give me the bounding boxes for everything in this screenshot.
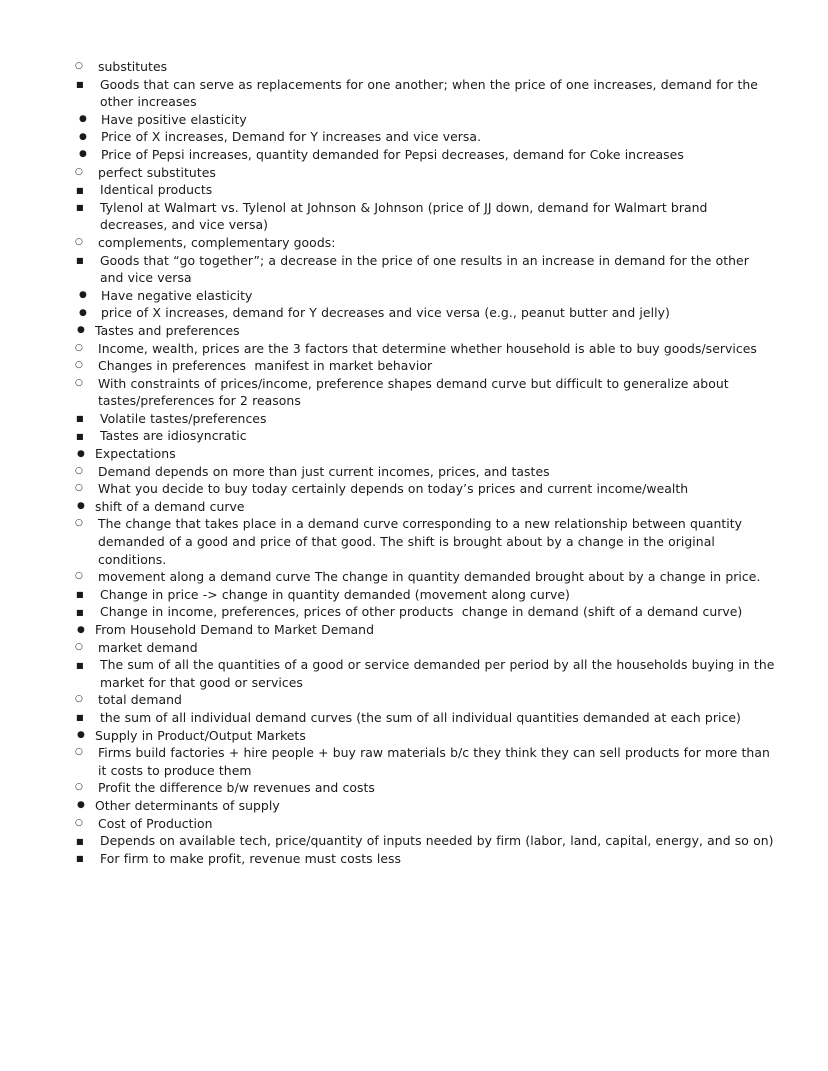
outline-item-row (53, 691, 775, 709)
outline-item-row (53, 304, 775, 322)
outline-item-level-2 (53, 357, 775, 375)
outline-item-level-2 (53, 691, 775, 726)
outline-item-text: What you decide to buy today certainly depends on today’s prices and current income/wealth (98, 481, 689, 497)
outline-item-row (53, 58, 775, 76)
outline-item-row (53, 128, 775, 146)
outline-item-level-2 (53, 58, 775, 164)
outline-item-level-2 (53, 234, 775, 322)
outline-item-level-4 (53, 287, 775, 305)
outline-item-row (53, 727, 775, 745)
outline-sublist (53, 832, 775, 867)
outline-item-row (53, 463, 775, 481)
outline-sublist (53, 639, 779, 727)
outline-item-level-4 (53, 304, 775, 322)
outline-item-text: Goods that “go together”; a decrease in the price of one results in an increase in demand for the other and vice versa (100, 252, 754, 286)
outline-item-text: shift of a demand curve (95, 498, 245, 514)
bullet-square-icon (76, 604, 94, 622)
outline-item-text: Tastes are idiosyncratic (100, 428, 247, 444)
outline-item-row (53, 480, 775, 498)
outline-sublist (53, 287, 775, 322)
outline-item-text: Have positive elasticity (101, 111, 247, 127)
outline-item-row (53, 445, 775, 463)
outline-item-text: substitutes (98, 59, 168, 74)
outline-item-level-3 (53, 656, 779, 691)
outline-item-level-2 (53, 568, 775, 621)
bullet-circle-icon (75, 515, 93, 533)
bullet-circle-icon (75, 357, 93, 375)
bullet-circle-icon (75, 691, 93, 709)
outline-item-level-2 (53, 480, 775, 498)
bullet-square-icon (76, 199, 94, 217)
outline-item-text: Profit the difference b/w revenues and costs (98, 780, 375, 796)
outline-item-text: Change in income, preferences, prices of other products change in demand (shift of a demand curve) (100, 604, 743, 620)
outline-item-text: Tylenol at Walmart vs. Tylenol at Johnson & Johnson (price of JJ down, demand for Walmart brand decreases, and vice versa) (100, 199, 712, 233)
outline-sublist (53, 252, 775, 322)
outline-item-level-3 (53, 850, 775, 868)
outline-item-level-2 (53, 164, 775, 234)
outline-sublist (53, 656, 779, 691)
outline-item-text: Cost of Production (98, 815, 213, 831)
outline-item-row (53, 357, 775, 375)
outline-item-row (53, 111, 775, 129)
outline-item-level-3 (53, 832, 775, 850)
outline-item-text: For firm to make profit, revenue must costs less (100, 850, 402, 866)
bullet-circle-icon (75, 744, 93, 762)
outline-item-text: The change that takes place in a demand curve corresponding to a new relationship between quantity demanded of a good and price of that good. The shift is brought about by a change in the original conditions. (98, 516, 747, 567)
bullet-square-icon (76, 252, 94, 270)
outline-sublist (53, 515, 775, 621)
outline-item-text: Tastes and preferences (95, 322, 240, 338)
bullet-square-icon (76, 76, 94, 94)
bullet-square-icon (76, 182, 94, 200)
outline-item-text: movement along a demand curve The change in quantity demanded brought about by a change in price. (98, 569, 761, 585)
outline-sublist (53, 410, 775, 445)
outline-item-text: the sum of all individual demand curves (the sum of all individual quantities demanded at each price) (100, 709, 741, 725)
outline-item-level-3 (53, 76, 775, 164)
bullet-circle-icon (75, 480, 93, 498)
outline-item-row (53, 832, 775, 850)
outline-item-level-2 (53, 515, 775, 568)
outline-item-row (53, 621, 775, 639)
outline-item-text: The sum of all the quantities of a good or service demanded per period by all the households buying in the market for that good or services (100, 657, 779, 690)
outline-item-text: Firms build factories + hire people + buy raw materials b/c they think they can sell products for more than it costs to produce them (98, 745, 775, 778)
bullet-circle-icon (75, 779, 93, 797)
outline-sublist (53, 744, 775, 797)
outline-item-text: Price of Pepsi increases, quantity demanded for Pepsi decreases, demand for Coke increases (101, 146, 684, 162)
bullet-circle-icon (75, 815, 93, 833)
outline-item-text: Price of X increases, Demand for Y increases and vice versa. (101, 129, 482, 145)
outline-item-row (53, 815, 775, 833)
outline-item-level-1 (53, 322, 775, 445)
outline-item-row (53, 515, 775, 568)
outline-item-level-2 (53, 779, 775, 797)
outline-sublist (53, 111, 775, 164)
outline-item-level-2 (53, 639, 779, 692)
outline-item-row (53, 744, 775, 779)
outline-item-row (53, 234, 775, 252)
outline-list (53, 58, 779, 867)
outline-item-row (53, 375, 775, 410)
outline-item-level-1 (53, 498, 775, 621)
outline-item-level-4 (53, 128, 775, 146)
outline-sublist (53, 76, 775, 164)
bullet-disc-icon (77, 797, 95, 815)
bullet-square-icon (76, 586, 94, 604)
outline-item-text: total demand (98, 692, 182, 708)
outline-item-text: perfect substitutes (98, 164, 216, 180)
outline-item-row (53, 410, 775, 428)
bullet-circle-icon (75, 58, 93, 76)
bullet-square-icon (76, 709, 94, 727)
outline-item-row (53, 322, 775, 340)
outline-item-row (53, 709, 775, 727)
bullet-square-icon (76, 428, 94, 446)
outline-item-level-1 (53, 445, 775, 498)
outline-item-text: With constraints of prices/income, preference shapes demand curve but difficult to generalize about tastes/preferences for 2 reasons (98, 375, 733, 409)
outline-item-text: complements, complementary goods: (98, 234, 336, 250)
outline-item-text: Identical products (100, 182, 213, 198)
outline-item-row (53, 603, 775, 621)
outline-item-text: Changes in preferences manifest in market behavior (98, 358, 433, 374)
outline-item-level-4 (53, 111, 775, 129)
outline-item-level-2 (53, 375, 775, 445)
outline-item-level-1 (53, 727, 775, 797)
outline-item-row (53, 586, 775, 604)
bullet-disc-icon (77, 322, 95, 340)
outline-item-text: From Household Demand to Market Demand (95, 622, 374, 637)
outline-item-row (53, 181, 775, 199)
outline-item-row (53, 146, 775, 164)
outline-item-row (53, 797, 775, 815)
outline-item-level-1 (53, 621, 779, 727)
bullet-circle-icon (75, 164, 93, 182)
bullet-disc-icon (77, 727, 95, 745)
outline-sublist (53, 463, 775, 498)
outline-sublist (53, 181, 775, 234)
outline-item-level-3 (53, 586, 775, 604)
outline-item-level-3 (53, 427, 775, 445)
outline-item-text: price of X increases, demand for Y decreases and vice versa (e.g., peanut butter and jelly) (101, 305, 670, 321)
bullet-circle-icon (75, 463, 93, 481)
outline-item-level-2 (53, 815, 775, 868)
outline-item-level-3 (53, 252, 775, 322)
outline-sublist (53, 815, 775, 868)
outline-item-text: Depends on available tech, price/quantity of inputs needed by firm (labor, land, capital, energy, and so on) (100, 833, 774, 849)
bullet-disc-icon (79, 129, 97, 147)
outline-item-row (53, 287, 775, 305)
bullet-disc-icon (77, 498, 95, 516)
bullet-circle-icon (75, 568, 93, 586)
outline-item-text: Income, wealth, prices are the 3 factors that determine whether household is able to buy goods/services (98, 340, 757, 356)
outline-item-row (53, 498, 775, 516)
outline-item-row (53, 76, 775, 111)
outline-item-row (53, 639, 775, 657)
outline-item-row (53, 199, 775, 234)
outline-item-level-3 (53, 603, 775, 621)
outline-item-row (53, 568, 775, 586)
bullet-disc-icon (77, 622, 95, 640)
outline-item-row (53, 779, 775, 797)
outline-sublist (53, 709, 775, 727)
outline-item-text: market demand (98, 639, 198, 655)
outline-item-level-4 (53, 146, 775, 164)
bullet-disc-icon (79, 111, 97, 129)
outline-sublist (53, 340, 775, 446)
outline-item-row (53, 850, 775, 868)
outline-item-text: Supply in Product/Output Markets (95, 727, 306, 743)
outline-item-level-1 (53, 797, 775, 867)
outline-sublist (53, 586, 775, 621)
bullet-square-icon (76, 833, 94, 851)
outline-item-text: Expectations (95, 446, 176, 462)
outline-item-level-3 (53, 410, 775, 428)
outline-item-level-3 (53, 181, 775, 199)
outline-item-row (53, 340, 775, 358)
bullet-square-icon (76, 657, 94, 675)
outline-item-text: Have negative elasticity (101, 287, 253, 303)
outline-item-text: Other determinants of supply (95, 797, 280, 813)
outline-item-level-2 (53, 463, 775, 481)
outline-item-level-3 (53, 199, 775, 234)
outline-item-text: Goods that can serve as replacements for one another; when the price of one increases, demand for the other increases (100, 76, 763, 110)
outline-item-level-2 (53, 744, 775, 779)
outline-item-level-3 (53, 709, 775, 727)
bullet-square-icon (76, 850, 94, 868)
outline-item-text: Demand depends on more than just current incomes, prices, and tastes (98, 463, 550, 479)
bullet-square-icon (76, 410, 94, 428)
outline-item-row (53, 252, 775, 287)
bullet-disc-icon (79, 305, 97, 323)
outline-item-text: Volatile tastes/preferences (100, 410, 267, 426)
bullet-circle-icon (75, 639, 93, 657)
bullet-disc-icon (79, 287, 97, 305)
bullet-disc-icon (77, 446, 95, 464)
outline-item-level-2 (53, 340, 775, 358)
bullet-circle-icon (75, 340, 93, 358)
outline-item-row (53, 427, 775, 445)
bullet-disc-icon (79, 146, 97, 164)
outline-item-row (53, 164, 775, 182)
bullet-circle-icon (75, 234, 93, 252)
outline-item-row (53, 656, 779, 691)
outline-item-text: Change in price -> change in quantity demanded (movement along curve) (100, 586, 570, 602)
bullet-circle-icon (75, 375, 93, 393)
